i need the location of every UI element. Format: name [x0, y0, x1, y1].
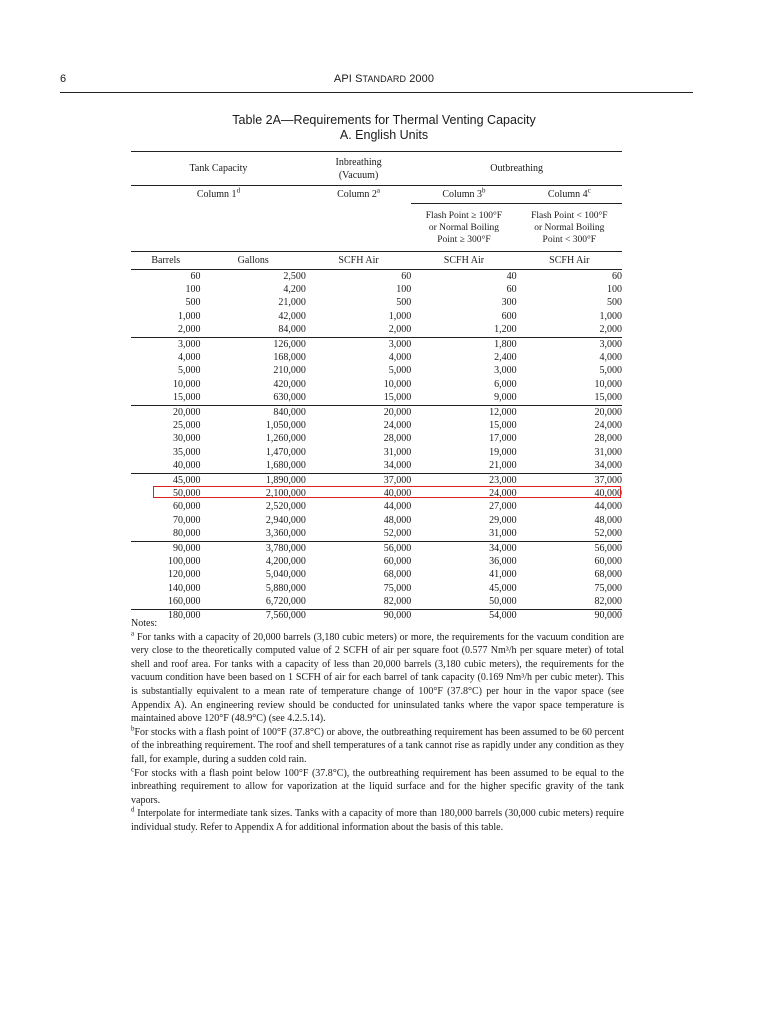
outbreathing-col3-cell: 27,000: [489, 501, 517, 513]
scfh-air-col3-header: SCFH Air: [443, 254, 485, 266]
col3-cond-line3: Point ≥ 300°F: [437, 234, 491, 245]
inbreathing-cell: 28,000: [383, 433, 412, 445]
col4-cond-line2: or Normal Boiling: [534, 222, 605, 233]
scfh-air-col2-header: SCFH Air: [338, 254, 379, 266]
outbreathing-col3-cell: 45,000: [489, 582, 517, 594]
barrels-cell: 90,000: [131, 541, 201, 555]
outbreathing-col3-cell: 12,000: [411, 405, 516, 419]
barrels-cell: 30,000: [173, 433, 201, 445]
barrels-cell: 15,000: [173, 392, 201, 404]
outbreathing-col4-cell: 40,000: [594, 487, 622, 499]
running-title-small: TANDARD: [362, 74, 407, 84]
notes-label: Notes:: [131, 618, 158, 629]
column2-header: [306, 186, 411, 204]
gallons-cell: 4,200: [283, 284, 306, 296]
inbreathing-cell: 100: [396, 284, 412, 296]
gallons-cell: 840,000: [201, 405, 306, 419]
gallons-cell: 1,260,000: [265, 433, 306, 445]
notes: [131, 617, 624, 835]
gallons-cell: 5,880,000: [265, 582, 306, 594]
table-row: [131, 405, 622, 419]
table-row: [131, 324, 622, 338]
outbreathing-header: Outbreathing: [490, 163, 543, 174]
outbreathing-col3-cell: 600: [501, 310, 517, 322]
inbreathing-cell: 44,000: [383, 501, 412, 513]
outbreathing-col3-cell: 41,000: [489, 569, 517, 581]
outbreathing-col4-cell: 60,000: [594, 555, 622, 567]
outbreathing-col3-cell: 19,000: [489, 446, 517, 458]
table-row: [131, 527, 622, 541]
column2-label: Column 2: [337, 188, 377, 200]
note-a: [131, 631, 624, 726]
barrels-cell: 140,000: [168, 582, 201, 594]
column3-header: [411, 186, 516, 204]
barrels-cell: 1,000: [178, 310, 201, 322]
table-title: [0, 113, 768, 143]
table-row: [131, 595, 622, 609]
gallons-cell: 126,000: [201, 337, 306, 351]
outbreathing-col4-cell: 28,000: [594, 433, 622, 445]
note-a-text: For tanks with a capacity of 20,000 barrels (3,180 cubic meters) or more, the requirements for the vacuum condition are very close to the theoretically computed value of 2 SCFH of air per square foot (0.577 Nm³/h per square meter) of total shell and roof area. For tanks with a capacity of less than 20,000 barrels (3,180 cubic meters), the requirements for the vacuum condition have been based on 1 SCFH of air for each barrel of tank capacity (0.169 Nm³/h per cubic meter). This is substantially equivalent to a mean rate of temperature change of 100°F (37.8°C) per hour in the vapor space (see Appendix A). An engineering review should be conducted for uninsulated tanks where the vapor space temperature is maintained above 120°F (48.9°C) (see 4.2.5.14).: [131, 631, 624, 725]
outbreathing-col4-cell: 68,000: [594, 569, 622, 581]
page-number: 6: [60, 73, 67, 85]
outbreathing-col3-cell: 60: [506, 284, 517, 296]
gallons-cell: 2,940,000: [265, 514, 306, 526]
table-row: [131, 541, 622, 555]
inbreathing-header: [306, 152, 411, 186]
inbreathing-cell: 34,000: [383, 460, 412, 472]
table-row: [131, 501, 622, 514]
inbreathing-cell: 4,000: [388, 352, 412, 364]
gallons-cell: 4,200,000: [265, 555, 306, 567]
outbreathing-col3-cell: 23,000: [411, 473, 516, 487]
barrels-cell: 60: [190, 270, 201, 282]
outbreathing-col3-cell: 15,000: [489, 419, 517, 431]
inbreathing-cell: 37,000: [306, 473, 411, 487]
gallons-cell: 168,000: [273, 352, 306, 364]
inbreathing-line1: Inbreathing: [335, 156, 382, 168]
gallons-cell: 2,520,000: [265, 501, 306, 513]
note-d: [131, 807, 624, 834]
highlight-box: [153, 486, 621, 498]
column1-label: Column 1: [196, 188, 237, 200]
column1-footnote: d: [236, 186, 241, 195]
outbreathing-col3-cell: 6,000: [494, 378, 517, 390]
inbreathing-line2: (Vacuum): [338, 169, 379, 181]
barrels-cell: 100: [185, 284, 201, 296]
inbreathing-cell: 60,000: [383, 555, 412, 567]
table-row: [131, 378, 622, 391]
table-row: [131, 433, 622, 446]
table-row: [131, 297, 622, 310]
empty-condition-cell: [131, 204, 411, 252]
barrels-cell: 3,000: [131, 337, 201, 351]
inbreathing-cell: 3,000: [306, 337, 411, 351]
gallons-cell: 7,560,000: [201, 609, 306, 623]
table-row: [131, 582, 622, 595]
outbreathing-col4-cell: 52,000: [594, 528, 622, 540]
barrels-cell: 80,000: [173, 528, 201, 540]
outbreathing-col4-cell: 3,000: [517, 337, 622, 351]
outbreathing-col3-cell: 54,000: [411, 609, 516, 623]
gallons-cell: 84,000: [278, 324, 306, 336]
table-title-line1: Table 2A—Requirements for Thermal Venting Capacity: [232, 113, 536, 127]
outbreathing-col3-cell: 40: [506, 270, 517, 282]
gallons-cell: 1,470,000: [265, 446, 306, 458]
inbreathing-cell: 2,000: [388, 324, 412, 336]
running-title: [0, 73, 768, 85]
outbreathing-col4-cell: 10,000: [594, 378, 622, 390]
table-row: [131, 283, 622, 296]
column1-header: [131, 186, 306, 204]
outbreathing-col3-cell: 2,400: [494, 352, 517, 364]
outbreathing-col4-cell: 2,000: [599, 324, 622, 336]
col4-condition: [517, 204, 622, 252]
scfh-air-col4-header: SCFH Air: [549, 254, 590, 266]
inbreathing-cell: 75,000: [383, 582, 412, 594]
barrels-cell: 120,000: [168, 569, 201, 581]
outbreathing-col4-cell: 44,000: [594, 501, 622, 513]
barrels-cell: 10,000: [173, 378, 201, 390]
table-title-line2: A. English Units: [339, 128, 429, 142]
gallons-cell: 5,040,000: [265, 569, 306, 581]
gallons-cell: 210,000: [273, 365, 306, 377]
note-d-marker: d: [131, 805, 135, 814]
col4-cond-line3: Point < 300°F: [542, 234, 597, 245]
note-b-text: For stocks with a flash point of 100°F (37.8°C) or above, the outbreathing requirement has been assumed to be 60 percent of the inbreathing requirement. The roof and shell temperatures of a tank cannot rise as rapidly under any condition as they fall, for example, during a sudden cold rain.: [131, 726, 624, 765]
gallons-cell: 1,050,000: [265, 419, 306, 431]
outbreathing-col3-cell: 24,000: [489, 487, 517, 499]
column2-footnote: a: [376, 186, 380, 195]
inbreathing-cell: 82,000: [383, 596, 412, 608]
outbreathing-col4-cell: 82,000: [594, 596, 622, 608]
table-row: [131, 310, 622, 323]
inbreathing-cell: 24,000: [383, 419, 412, 431]
outbreathing-col4-cell: 15,000: [594, 392, 622, 404]
gallons-cell: 42,000: [278, 310, 306, 322]
barrels-cell: 5,000: [178, 365, 201, 377]
running-title-prefix: API S: [333, 73, 363, 85]
gallons-cell: 630,000: [273, 392, 306, 404]
barrels-cell: 180,000: [131, 609, 201, 623]
gallons-cell: 1,680,000: [265, 460, 306, 472]
inbreathing-cell: 52,000: [383, 528, 412, 540]
table-row: [131, 446, 622, 459]
inbreathing-cell: 56,000: [306, 541, 411, 555]
barrels-cell: 70,000: [173, 514, 201, 526]
table-row: [131, 351, 622, 364]
inbreathing-cell: 10,000: [383, 378, 412, 390]
table-row: [131, 569, 622, 582]
gallons-cell: 3,780,000: [201, 541, 306, 555]
barrels-cell: 25,000: [173, 419, 201, 431]
inbreathing-cell: 90,000: [306, 609, 411, 623]
inbreathing-cell: 20,000: [306, 405, 411, 419]
barrels-cell: 100,000: [168, 555, 201, 567]
outbreathing-col3-cell: 300: [501, 297, 517, 309]
column4-footnote: c: [587, 186, 591, 195]
header-rule: [60, 92, 693, 93]
column4-header: [517, 186, 622, 204]
outbreathing-col3-cell: 36,000: [489, 555, 517, 567]
header-row-groups: [131, 152, 622, 186]
inbreathing-cell: 1,000: [388, 310, 412, 322]
column4-label: Column 4: [547, 188, 588, 200]
table-row: [131, 419, 622, 432]
gallons-cell: 2,500: [283, 270, 306, 282]
outbreathing-col3-cell: 21,000: [489, 460, 517, 472]
gallons-cell: 420,000: [273, 378, 306, 390]
gallons-cell: 3,360,000: [265, 528, 306, 540]
barrels-cell: 20,000: [131, 405, 201, 419]
col3-cond-line2: or Normal Boiling: [428, 222, 500, 233]
gallons-cell: 21,000: [278, 297, 306, 309]
gallons-cell: 6,720,000: [265, 596, 306, 608]
gallons-cell: 1,890,000: [201, 473, 306, 487]
note-c-marker: c: [131, 765, 135, 774]
col3-condition: [411, 204, 516, 252]
outbreathing-col4-cell: 37,000: [517, 473, 622, 487]
table-row: [131, 514, 622, 527]
outbreathing-col3-cell: 9,000: [494, 392, 517, 404]
barrels-cell: 50,000: [173, 487, 201, 499]
outbreathing-col3-cell: 17,000: [489, 433, 517, 445]
note-d-text: Interpolate for intermediate tank sizes. Tanks with a capacity of more than 180,000 barrels (30,000 cubic meters) require individual study. Refer to Appendix A for additional information about the basis of this table.: [131, 808, 624, 833]
header-row-columns: [131, 186, 622, 204]
outbreathing-col3-cell: 50,000: [489, 596, 517, 608]
inbreathing-cell: 68,000: [383, 569, 412, 581]
barrels-cell: 500: [185, 297, 201, 309]
outbreathing-col4-cell: 31,000: [594, 446, 622, 458]
note-c-text: For stocks with a flash point below 100°F (37.8°C), the outbreathing requirement has been assumed to be equal to the inbreathing requirement to allow for vaporization at the liquid surface and for the higher specific gravity of the tank vapors.: [131, 767, 624, 806]
outbreathing-col4-cell: 500: [607, 297, 622, 309]
outbreathing-col4-cell: 100: [607, 284, 622, 296]
inbreathing-cell: 31,000: [383, 446, 412, 458]
running-title-suffix: 2000: [406, 73, 435, 85]
column3-label: Column 3: [442, 188, 483, 200]
barrels-header: Barrels: [151, 254, 181, 266]
gallons-header: Gallons: [237, 254, 269, 266]
outbreathing-col4-cell: 60: [612, 270, 622, 282]
note-c: [131, 767, 624, 808]
barrels-cell: 4,000: [178, 352, 201, 364]
outbreathing-col3-cell: 34,000: [411, 541, 516, 555]
header-row-conditions: [131, 204, 622, 252]
outbreathing-col3-cell: 3,000: [494, 365, 517, 377]
outbreathing-col3-cell: 31,000: [489, 528, 517, 540]
inbreathing-cell: 60: [401, 270, 412, 282]
barrels-cell: 160,000: [168, 596, 201, 608]
outbreathing-col4-cell: 90,000: [517, 609, 622, 623]
col3-cond-line1: Flash Point ≥ 100°F: [425, 210, 503, 221]
outbreathing-col4-cell: 5,000: [599, 365, 622, 377]
thermal-venting-table: [131, 151, 622, 623]
outbreathing-col4-cell: 4,000: [599, 352, 622, 364]
outbreathing-col3-cell: 1,800: [411, 337, 516, 351]
table-row: [131, 392, 622, 406]
outbreathing-col4-cell: 75,000: [594, 582, 622, 594]
col4-cond-line1: Flash Point < 100°F: [531, 210, 608, 221]
table-row: [131, 555, 622, 568]
barrels-cell: 45,000: [131, 473, 201, 487]
outbreathing-col4-cell: 34,000: [594, 460, 622, 472]
barrels-cell: 35,000: [173, 446, 201, 458]
inbreathing-cell: 48,000: [383, 514, 412, 526]
outbreathing-col4-cell: 24,000: [594, 419, 622, 431]
tank-capacity-header: Tank Capacity: [189, 163, 248, 174]
table-body: [131, 270, 622, 624]
note-b: [131, 726, 624, 767]
inbreathing-cell: 40,000: [383, 487, 412, 499]
barrels-cell: 60,000: [173, 501, 201, 513]
barrels-cell: 2,000: [178, 324, 201, 336]
outbreathing-col4-cell: 20,000: [517, 405, 622, 419]
inbreathing-cell: 5,000: [388, 365, 412, 377]
outbreathing-col3-cell: 29,000: [489, 514, 517, 526]
outbreathing-col4-cell: 56,000: [517, 541, 622, 555]
note-a-marker: a: [131, 629, 135, 638]
inbreathing-cell: 500: [396, 297, 412, 309]
column3-footnote: b: [482, 186, 486, 195]
barrels-cell: 40,000: [173, 460, 201, 472]
gallons-cell: 2,100,000: [265, 487, 306, 499]
table-row: [131, 459, 622, 473]
table-row: [131, 337, 622, 351]
inbreathing-cell: 15,000: [383, 392, 412, 404]
outbreathing-col4-cell: 1,000: [599, 310, 622, 322]
outbreathing-col3-cell: 1,200: [494, 324, 517, 336]
table-row: [131, 270, 622, 284]
outbreathing-col4-cell: 48,000: [594, 514, 622, 526]
note-b-marker: b: [131, 724, 135, 733]
header-row-units: [131, 252, 622, 270]
table-row: [131, 365, 622, 378]
